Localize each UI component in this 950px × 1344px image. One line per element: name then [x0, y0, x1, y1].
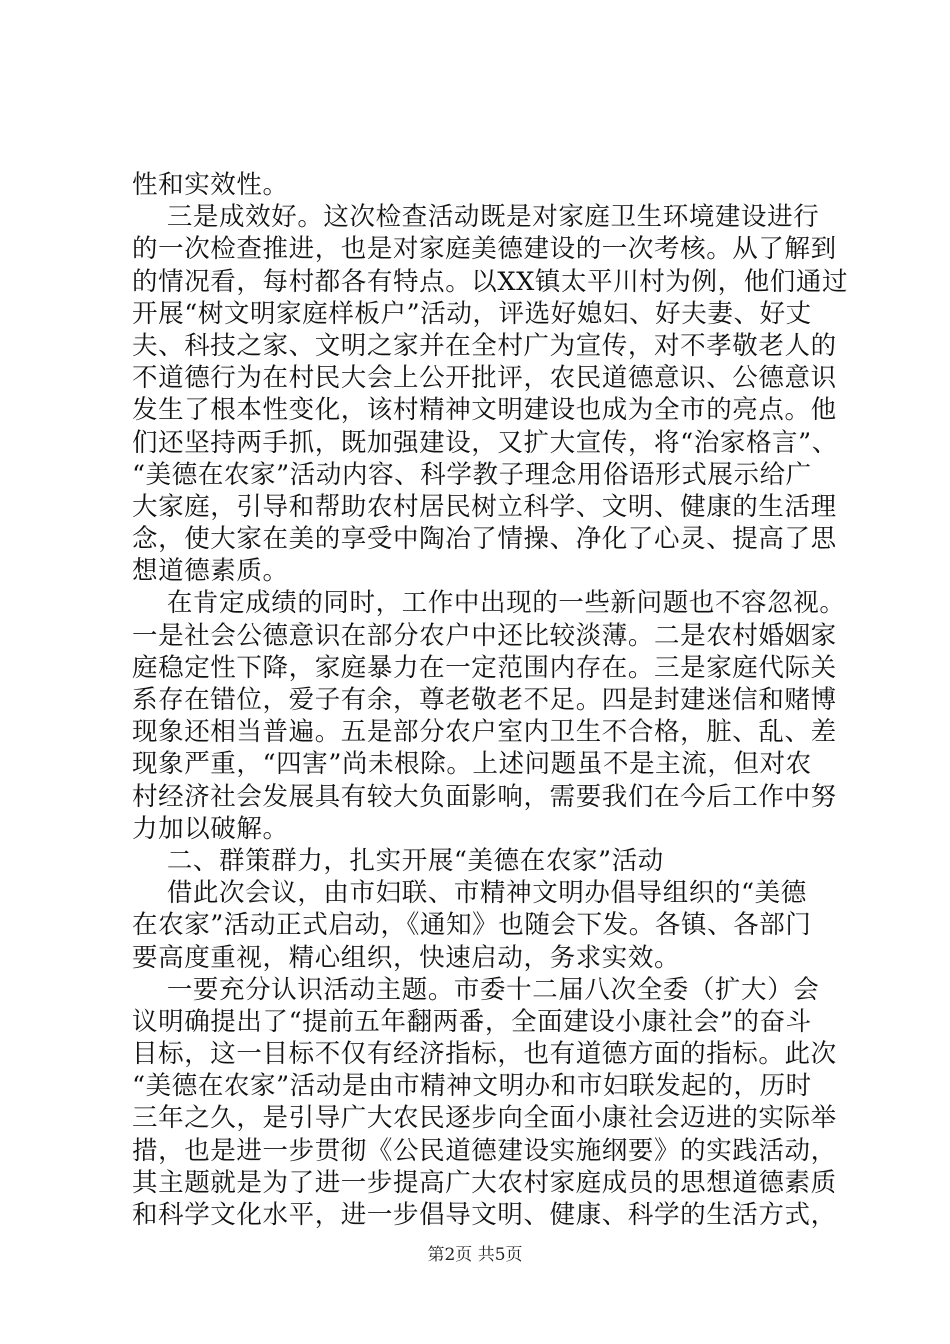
text-line: 要高度重视，精心组织，快速启动，务求实效。 [132, 942, 681, 973]
text-line: 村经济社会发展具有较大负面影响，需要我们在今后工作中努 [132, 781, 837, 812]
text-line: 一是社会公德意识在部分农户中还比较淡薄。二是农村婚姻家 [132, 620, 837, 651]
text-line: 其主题就是为了进一步提高广大农村家庭成员的思想道德素质 [132, 1167, 837, 1198]
text-line: 性和实效性。 [132, 170, 289, 200]
text-line: 的一次检查推进，也是对家庭美德建设的一次考核。从了解到 [132, 234, 837, 265]
text-line: 发生了根本性变化，该村精神文明建设也成为全市的亮点。他 [132, 395, 837, 426]
text-line: 开展“树文明家庭样板户”活动，评选好媳妇、好夫妻、好丈 [132, 298, 812, 329]
text-line: 措，也是进一步贯彻《公民道德建设实施纲要》的实践活动， [132, 1135, 837, 1166]
text-line: “美德在农家”活动是由市精神文明办和市妇联发起的，历时 [132, 1071, 812, 1102]
text-line: 夫、科技之家、文明之家并在全村广为宣传，对不孝敬老人的 [132, 330, 837, 361]
text-line: 大家庭，引导和帮助农村居民树立科学、文明、健康的生活理 [132, 491, 837, 522]
text-line: 目标，这一目标不仅有经济指标，也有道德方面的指标。此次 [132, 1039, 837, 1070]
text-line: 系存在错位，爱子有余，尊老敬老不足。四是封建迷信和赌博 [132, 685, 837, 715]
text-line: 和科学文化水平，进一步倡导文明、健康、科学的生活方式， [132, 1200, 837, 1230]
text-line: 三是成效好。这次检查活动既是对家庭卫生环境建设进行 [132, 202, 820, 233]
text-line: 借此次会议，由市妇联、市精神文明办倡导组织的“美德 [132, 878, 807, 909]
text-line: 力加以破解。 [132, 813, 289, 844]
text-line: 念，使大家在美的享受中陶冶了情操、净化了心灵、提高了思 [132, 524, 837, 555]
text-line: “美德在农家”活动内容、科学教子理念用俗语形式展示给广 [132, 459, 812, 490]
text-line: 现象严重，“四害”尚未根除。上述问题虽不是主流，但对农 [132, 749, 812, 780]
text-line: 现象还相当普遍。五是部分农户室内卫生不合格，脏、乱、差 [132, 717, 837, 748]
section-heading: 二、群策群力，扎实开展“美德在农家”活动 [132, 845, 664, 876]
page-footer: 第2页 共5页 [427, 1245, 523, 1265]
text-line: 议明确提出了“提前五年翻两番，全面建设小康社会”的奋斗 [132, 1006, 812, 1037]
text-line: 庭稳定性下降，家庭暴力在一定范围内存在。三是家庭代际关 [132, 652, 837, 683]
text-line: 在农家”活动正式启动，《通知》也随会下发。各镇、各部门 [132, 910, 812, 941]
text-line: 三年之久，是引导广大农民逐步向全面小康社会迈进的实际举 [132, 1103, 837, 1134]
text-line: 一要充分认识活动主题。市委十二届八次全委（扩大）会 [132, 974, 820, 1005]
text-line: 的情况看，每村都各有特点。以XX镇太平川村为例，他们通过 [132, 266, 849, 297]
document-body [132, 169, 849, 1231]
text-line: 想道德素质。 [132, 556, 289, 587]
text-line: 不道德行为在村民大会上公开批评，农民道德意识、公德意识 [132, 363, 837, 394]
text-line: 们还坚持两手抓，既加强建设，又扩大宣传，将“治家格言”、 [132, 427, 838, 458]
text-line: 在肯定成绩的同时，工作中出现的一些新问题也不容忽视。 [132, 588, 846, 619]
